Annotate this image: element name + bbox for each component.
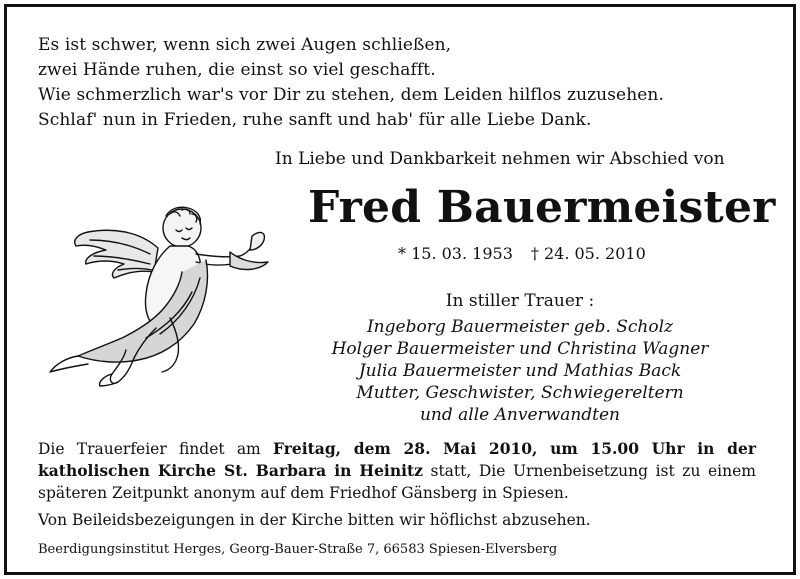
mourners-label: In stiller Trauer :	[445, 291, 595, 311]
cherub-angel-icon	[30, 200, 275, 400]
birth-date: * 15. 03. 1953	[398, 244, 513, 263]
life-dates	[398, 242, 646, 266]
poem-line: zwei Hände ruhen, die einst so viel geschafft.	[38, 60, 436, 80]
farewell-intro: In Liebe und Dankbarkeit nehmen wir Abschied von	[275, 149, 725, 169]
condolence-note: Von Beileidsbezeigungen in der Kirche bitten wir höflichst abzusehen.	[38, 511, 591, 529]
mourner-line: und alle Anverwandten	[419, 405, 621, 425]
funeral-info	[38, 438, 756, 504]
mourner-line: Holger Bauermeister und Christina Wagner	[331, 339, 709, 359]
mourner-line: Mutter, Geschwister, Schwiegereltern	[356, 383, 684, 403]
death-date: † 24. 05. 2010	[530, 244, 646, 263]
poem-line: Schlaf' nun in Frieden, ruhe sanft und hab' für alle Liebe Dank.	[38, 110, 592, 130]
poem	[38, 33, 664, 133]
mourners-block	[300, 290, 740, 426]
undertaker-address: Beerdigungsinstitut Herges, Georg-Bauer-Straße 7, 66583 Spiesen-Elversberg	[38, 542, 558, 557]
mourner-line: Ingeborg Bauermeister geb. Scholz	[366, 317, 674, 337]
deceased-name: Fred Bauermeister	[308, 182, 776, 233]
funeral-text-rest: statt, Die Urnenbeisetzung ist zu einem späteren Zeitpunkt anonym auf dem Friedhof Gänsberg in Spiesen.	[38, 462, 756, 502]
mourner-line: Julia Bauermeister und Mathias Back	[358, 361, 682, 381]
poem-line: Wie schmerzlich war's vor Dir zu stehen, dem Leiden hilflos zuzusehen.	[38, 85, 664, 105]
funeral-text-intro: Die Trauerfeier findet am	[38, 440, 273, 458]
poem-line: Es ist schwer, wenn sich zwei Augen schließen,	[38, 35, 452, 55]
funeral-date-location: Freitag, dem 28. Mai 2010, um 15.00 Uhr in der katholischen Kirche St. Barbara in Heinitz	[38, 439, 756, 480]
